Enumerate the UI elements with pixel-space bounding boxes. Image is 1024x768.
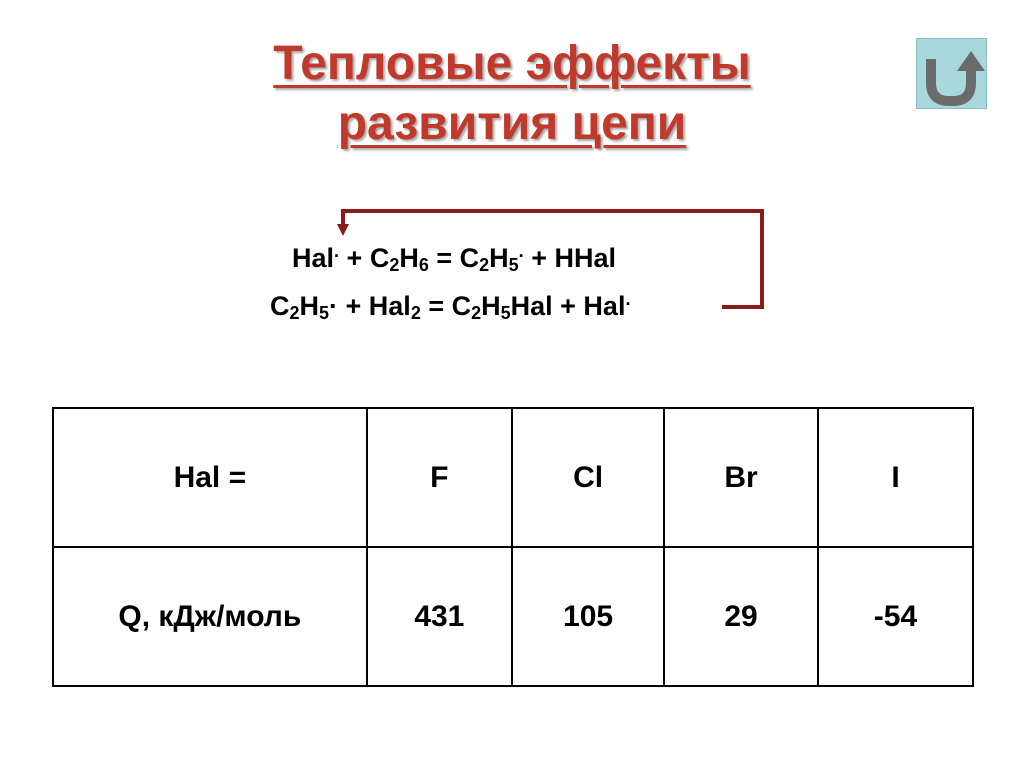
title-line-2: развития цепи — [337, 97, 687, 150]
table-cell: Br — [664, 408, 818, 547]
heat-effects-table — [52, 407, 974, 687]
table-cell: Cl — [512, 408, 664, 547]
equation-propagation-1: $Hal^. + C_2H_6 = C_2H_5^.$ + HHal — [292, 241, 616, 275]
table-cell: F — [367, 408, 512, 547]
table-cell: 431 — [367, 547, 512, 686]
table-cell: 105 — [512, 547, 664, 686]
table-cell: I — [818, 408, 973, 547]
slide-title — [0, 34, 1024, 154]
equation-propagation-2: $C_2H_5\cdot + Hal_2 = C_2H_5Hal + Hal^.$ — [270, 289, 631, 323]
back-button[interactable] — [916, 38, 987, 109]
table-cell: -54 — [818, 547, 973, 686]
table-cell: Q, кДж/моль — [53, 547, 367, 686]
table-row-halogen — [53, 408, 973, 547]
table-cell: 29 — [664, 547, 818, 686]
title-line-1: Тепловые эффекты — [273, 37, 751, 90]
undo-arrow-icon — [917, 39, 988, 110]
table-cell: Hal = — [53, 408, 367, 547]
table-row-heat — [53, 547, 973, 686]
